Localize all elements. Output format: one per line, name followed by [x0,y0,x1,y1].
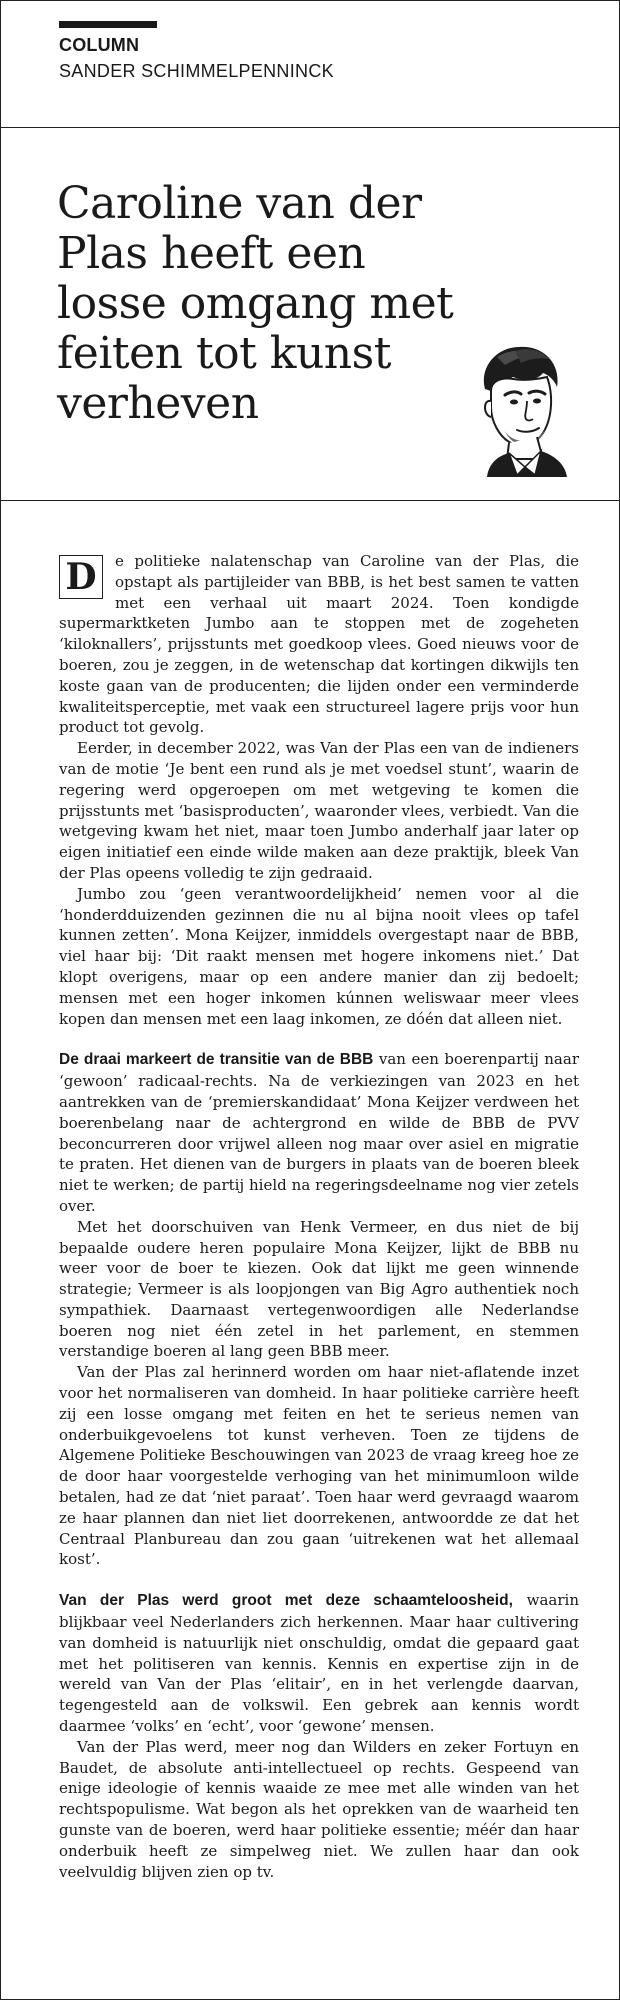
column-kicker: COLUMN [59,35,140,55]
paragraph-7 [59,1590,579,1737]
paragraph-5: Met het doorschuiven van Henk Vermeer, en dus niet de bij bepaalde oudere heren populaire Mona Keijzer, lijkt de BBB nu weer voor de boer te kiezen. Ook dat lijkt me geen winnende strategie; Vermeer is als loopjongen van Big Agro authentiek noch sympathiek. Daarnaast vertegenwoordigen alle Nederlandse boeren nog niet één zetel in het parlement, en stemmen verstandige boeren al lang geen BBB meer. [59,1217,579,1361]
paragraph-8: Van der Plas werd, meer nog dan Wilders en zeker Fortuyn en Baudet, de absolute anti-intellectueel op rechts. Gespeend van enige ideologie of kennis waaide ze mee met alle winden van het rechtspopulisme. Wat begon als het oprekken van de waarheid ten gunste van de boeren, werd haar politieke essentie; méér dan haar onderbuik heeft ze simpelweg niet. We zullen haar dan ook veelvuldig blijven zien op tv. [59,1737,579,1881]
article-body [59,551,579,1882]
column-header [1,1,619,128]
paragraph-1-text: e politieke nalatenschap van Caroline van der Plas, die opstapt als partijleider van BBB, is het best samen te vatten met een verhaal uit maart 2024. Toen kondigde supermarktketen Jumbo aan te stoppen met de zogeheten ‘kiloknallers’, prijsstunts met goedkoop vlees. Goed nieuws voor de boeren, zou je zeggen, in de wetenschap dat kortingen dikwijls ten koste gaan van de producenten; die lijden onder een verminderde kwaliteitsperceptie, met vaak een structureel lagere prijs voor hun product tot gevolg. [59,552,579,737]
paragraph-4-text: van een boerenpartij naar ‘gewoon’ radicaal-rechts. Na de verkiezingen van 2023 en het aantrekken van de ‘premierskandidaat’ Mona Keijzer verdween het boerenbelang naar de achtergrond en wilde de BBB de PVV beconcurreren door vrijwel alleen nog maar over asiel en migratie te praten. Het dienen van de burgers in plaats van de boeren bleek niet te werken; de partij hield na regeringsdeelname nog vier zetels over. [59,1050,579,1215]
paragraph-6: Van der Plas zal herinnerd worden om haar niet-aflatende inzet voor het normaliseren van domheid. In haar politieke carrière heeft zij een losse omgang met feiten en het te serieus nemen van onderbuikgevoelens tot kunst verheven. Toen ze tijdens de Algemene Politieke Beschouwingen van 2023 de vraag kreeg hoe ze de door haar voorgestelde verhoging van het minimumloon wilde betalen, had ze dat ‘niet paraat’. Toen haar werd gevraagd waarom ze haar plannen dan niet liet doorrekenen, antwoordde ze dat het Centraal Planbureau dan zou gaan ‘uitrekenen wat het allemaal kost’. [59,1363,579,1569]
section-lead-2: Van der Plas werd groot met deze schaamteloosheid, [59,1592,513,1610]
paragraph-1 [59,551,579,738]
paragraph-2: Eerder, in december 2022, was Van der Plas een van de indieners van de motie ‘Je bent een rund als je met voedsel stunt’, waarin de regering werd opgeroepen om met wetgeving te komen die prijsstunts met ‘basisproducten’, waaronder vlees, verbiedt. Van die wetgeving kwam het niet, maar toen Jumbo anderhalf jaar later op eigen initiatief een einde wilde maken aan deze praktijk, bleek Van der Plas opeens volledig te zijn gedraaid. [59,739,579,882]
section-lead-1: De draai markeert de transitie van de BBB [59,1051,374,1069]
drop-cap: D [59,555,103,599]
paragraph-7-text: waarin blijkbaar veel Nederlanders zich herkennen. Maar haar cultivering van domheid is natuurlijk niet onschuldig, omdat die gepaard gaat met het politiseren van kennis. Kennis en expertise zijn in de wereld van Van der Plas ‘elitair’, en in het verlengde daarvan, tegengesteld aan de volkswil. Een gebrek aan kennis wordt daarmee ‘volks’ en ‘echt’, voor ‘gewone’ mensen. [59,1591,579,1736]
paragraph-3: Jumbo zou ‘geen verantwoordelijkheid’ nemen voor al die ‘honderdduizenden gezinnen die nu al bijna nooit vlees op tafel kunnen zetten’. Mona Keijzer, inmiddels overgestapt naar de BBB, viel haar bij: ‘Dit raakt mensen met hogere inkomens niet.’ Dat klopt overigens, maar op een andere manier dan zij bedoelt; mensen met een hoger inkomen kúnnen weliswaar meer vlees kopen dan mensen met een laag inkomen, ze dóén dat alleen niet. [59,884,579,1028]
author-portrait-illustration [457,337,577,477]
headline: Caroline van der Plas heeft een losse omgang met feiten tot kunst verheven [57,178,454,429]
kicker-bar [59,21,157,28]
author-name: SANDER SCHIMMELPENNINCK [59,61,334,81]
paragraph-4 [59,1049,579,1216]
